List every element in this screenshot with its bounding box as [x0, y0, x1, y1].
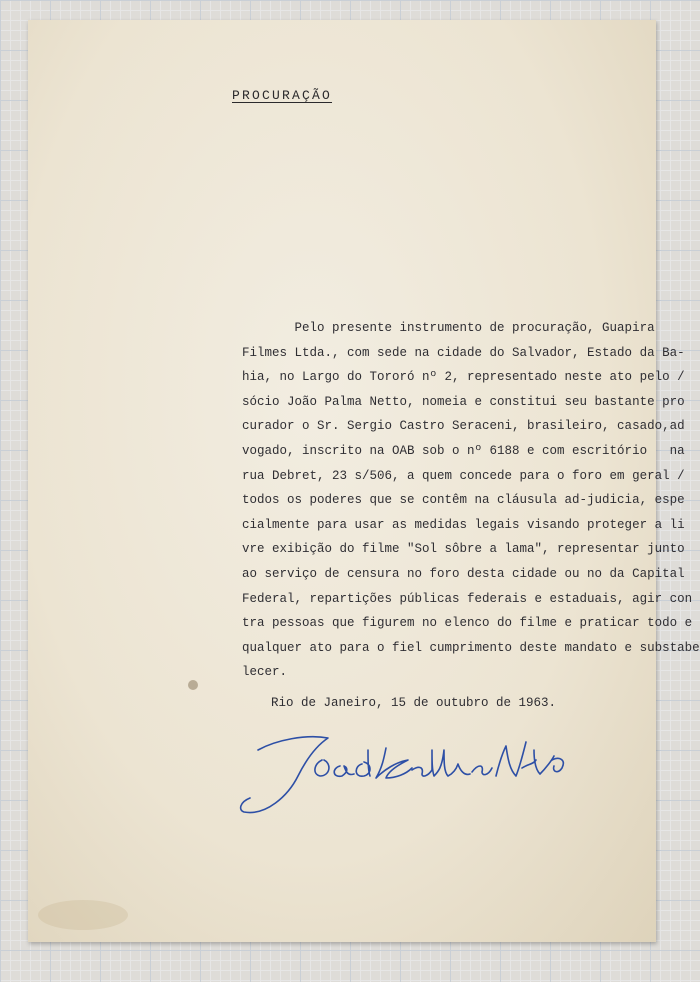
paper-stain: [38, 900, 128, 930]
body-line: curador o Sr. Sergio Castro Seraceni, brasileiro, casado,ad: [242, 419, 685, 434]
body-line: cialmente para usar as medidas legais visando proteger a li: [242, 517, 685, 532]
body-line: Pelo presente instrumento de procuração, Guapira: [242, 321, 655, 335]
body-line: todos os poderes que se contêm na cláusula ad-judicia, espe: [242, 493, 685, 508]
body-line: vre exibição do filme "Sol sôbre a lama", representar junto: [242, 542, 685, 557]
document-title: PROCURAÇÃO: [232, 88, 333, 103]
body-line: Filmes Ltda., com sede na cidade do Salvador, Estado da Ba-: [242, 345, 685, 360]
document-body: [242, 316, 700, 685]
body-line: Federal, repartições públicas federais e estaduais, agir con: [242, 591, 693, 606]
paper-stain: [188, 680, 198, 690]
body-line: rua Debret, 23 s/506, a quem concede para o foro em geral /: [242, 468, 685, 483]
body-line: tra pessoas que figurem no elenco do filme e praticar todo e: [242, 616, 693, 631]
body-line: sócio João Palma Netto, nomeia e constitui seu bastante pro: [242, 394, 685, 409]
body-line: qualquer ato para o fiel cumprimento deste mandato e substabe: [242, 640, 700, 655]
body-line: vogado, inscrito na OAB sob o nº 6188 e com escritório na: [242, 443, 685, 458]
handwritten-signature: [236, 720, 586, 820]
body-line: hia, no Largo do Tororó nº 2, representado neste ato pelo /: [242, 370, 685, 385]
body-line: lecer.: [242, 665, 288, 680]
place-date-line: Rio de Janeiro, 15 de outubro de 1963.: [271, 696, 557, 710]
body-line: ao serviço de censura no foro desta cidade ou no da Capital: [242, 566, 685, 581]
